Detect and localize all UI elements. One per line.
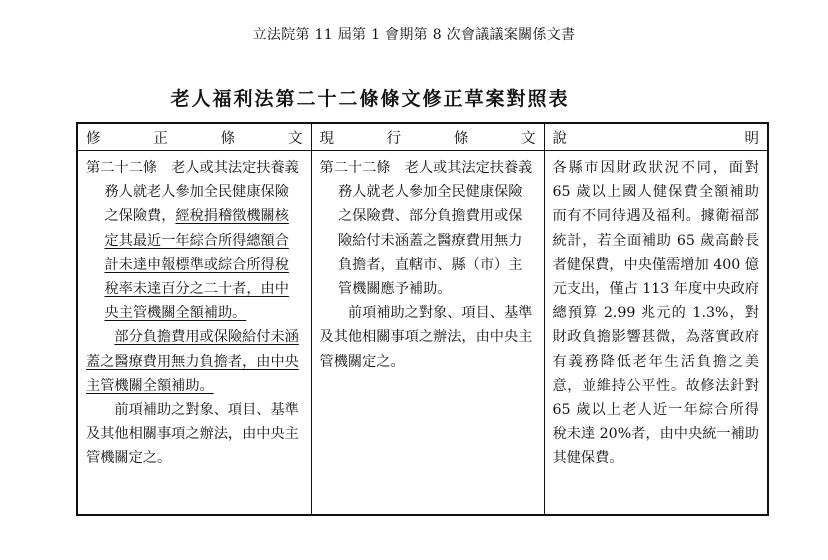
amended-paragraph-2 bbox=[86, 325, 303, 398]
amended-paragraph-2-underlined: 部分負擔費用或保險給付未涵蓋之醫療費用無力負擔者，由中央主管機關全額補助。 bbox=[86, 329, 299, 394]
amended-text-cell bbox=[77, 151, 311, 516]
header-char: 條 bbox=[220, 130, 236, 147]
amended-article-paragraph bbox=[86, 156, 303, 325]
explanation-text: 各縣市因財政狀況不同，面對 65 歲以上國人健保費全額補助而有不同待遇及福利。據衛福部統計，若全面補助 65 歲高齡長者健保費，中央僅需增加 400 億元支出，僅占 113 年度中央政府總預算 2.99 兆元的 1.3%，對財政負擔影響甚微，為落實政府有義務降低老年生活負擔之美意，並維持公平性。故修法針對 65 歲以上老人近一年綜合所得稅未達 20%者，由中央統一補助其健保費。 bbox=[552, 160, 759, 467]
header-char: 條 bbox=[453, 130, 469, 147]
header-amended-text bbox=[77, 123, 311, 151]
header-explanation bbox=[544, 123, 768, 151]
header-char: 現 bbox=[319, 130, 334, 147]
table-row bbox=[77, 151, 768, 516]
header-char: 正 bbox=[153, 130, 168, 147]
header-char: 文 bbox=[287, 130, 303, 147]
table-header-row bbox=[77, 123, 768, 151]
comparison-table bbox=[76, 122, 769, 516]
amended-article-plain: 第二十二條 老人或其法定扶養義務人就老人參加全民健康保險之保險費， bbox=[86, 160, 299, 225]
current-text-cell bbox=[311, 151, 544, 516]
explanation-cell bbox=[544, 151, 768, 516]
header-char: 文 bbox=[520, 130, 536, 147]
current-article-paragraph: 第二十二條 老人或其法定扶養義務人就老人參加全民健康保險之保險費、部分負擔費用或保險給付未涵蓋之醫療費用無力負擔者，直轄市、縣（市）主管機關應予補助。 bbox=[319, 160, 533, 298]
current-paragraph-2: 前項補助之對象、項目、基準及其他相關事項之辦法，由中央主管機關定之。 bbox=[319, 305, 533, 370]
header-char: 修 bbox=[86, 130, 101, 147]
header-char: 說 bbox=[552, 130, 567, 147]
amended-paragraph-3: 前項補助之對象、項目、基準及其他相關事項之辦法，由中央主管機關定之。 bbox=[86, 402, 299, 467]
header-char: 行 bbox=[386, 130, 402, 147]
document-header: 立法院第 11 屆第 1 會期第 8 次會議議案關係文書 bbox=[252, 27, 576, 43]
page-title: 老人福利法第二十二條條文修正草案對照表 bbox=[170, 88, 570, 110]
amended-article-underlined: 經稅捐稽徵機關核定其最近一年綜合所得總額合計未達申報標準或綜合所得稅稅率未達百分之二十者，由中央主管機關全額補助。 bbox=[104, 208, 289, 322]
header-current-text bbox=[311, 123, 544, 151]
header-char: 明 bbox=[744, 130, 759, 147]
